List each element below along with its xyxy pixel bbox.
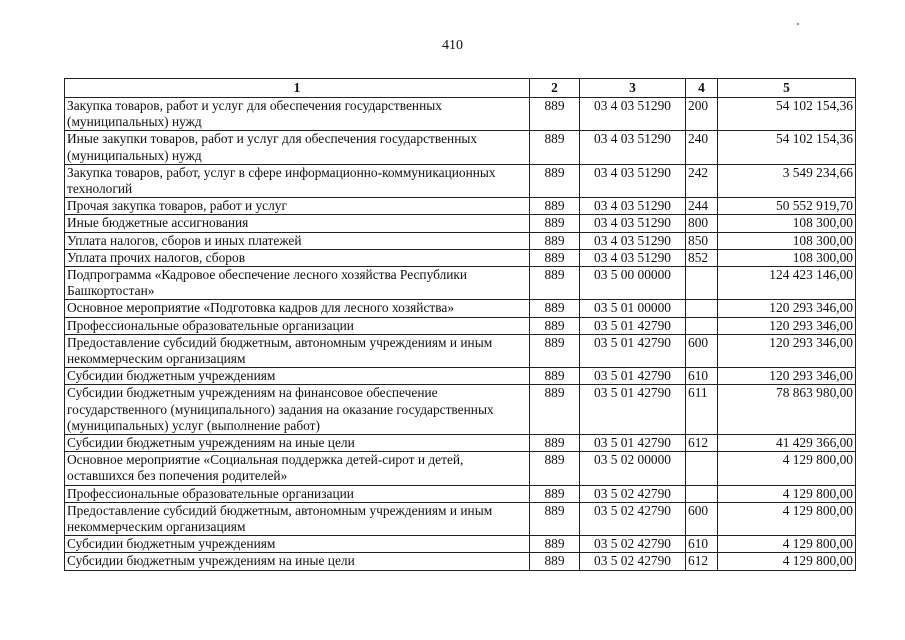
row-admin-code: 889 — [530, 267, 580, 300]
row-name: Субсидии бюджетным учреждениям на иные цели — [65, 553, 530, 570]
row-name: Прочая закупка товаров, работ и услуг — [65, 198, 530, 215]
row-expense-type: 850 — [686, 232, 718, 249]
row-expense-type: 200 — [686, 98, 718, 131]
row-admin-code: 889 — [530, 368, 580, 385]
table-row — [65, 317, 856, 334]
row-amount: 108 300,00 — [718, 232, 856, 249]
row-amount: 120 293 346,00 — [718, 317, 856, 334]
row-expense-type: 612 — [686, 553, 718, 570]
row-admin-code: 889 — [530, 232, 580, 249]
row-expense-type — [686, 317, 718, 334]
row-target-code: 03 5 01 42790 — [580, 435, 686, 452]
row-expense-type: 852 — [686, 249, 718, 266]
table-row — [65, 368, 856, 385]
row-expense-type — [686, 452, 718, 485]
page-number: 410 — [442, 38, 463, 53]
row-admin-code: 889 — [530, 300, 580, 317]
row-name: Субсидии бюджетным учреждениям на финансовое обеспечение государственного (муниципального) задания на оказание государственных (муниципальных) услуг (выполнение работ) — [65, 385, 530, 435]
row-amount: 120 293 346,00 — [718, 334, 856, 367]
row-admin-code: 889 — [530, 385, 580, 435]
row-name: Иные закупки товаров, работ и услуг для обеспечения государственных (муниципальных) нужд — [65, 131, 530, 164]
row-name: Основное мероприятие «Подготовка кадров для лесного хозяйства» — [65, 300, 530, 317]
row-expense-type: 244 — [686, 198, 718, 215]
row-admin-code: 889 — [530, 249, 580, 266]
row-amount: 108 300,00 — [718, 215, 856, 232]
row-amount: 108 300,00 — [718, 249, 856, 266]
row-expense-type: 600 — [686, 334, 718, 367]
row-admin-code: 889 — [530, 164, 580, 197]
table-row — [65, 267, 856, 300]
row-admin-code: 889 — [530, 536, 580, 553]
table-row — [65, 215, 856, 232]
table-row — [65, 232, 856, 249]
table-row — [65, 385, 856, 435]
table-row — [65, 536, 856, 553]
row-amount: 54 102 154,36 — [718, 98, 856, 131]
row-admin-code: 889 — [530, 317, 580, 334]
row-amount: 4 129 800,00 — [718, 452, 856, 485]
row-admin-code: 889 — [530, 485, 580, 502]
row-target-code: 03 5 01 00000 — [580, 300, 686, 317]
row-name: Субсидии бюджетным учреждениям — [65, 536, 530, 553]
row-admin-code: 889 — [530, 334, 580, 367]
row-amount: 50 552 919,70 — [718, 198, 856, 215]
row-admin-code: 889 — [530, 435, 580, 452]
budget-table — [64, 78, 856, 571]
row-target-code: 03 5 02 42790 — [580, 485, 686, 502]
row-amount: 3 549 234,66 — [718, 164, 856, 197]
row-amount: 4 129 800,00 — [718, 553, 856, 570]
row-admin-code: 889 — [530, 553, 580, 570]
row-target-code: 03 5 01 42790 — [580, 317, 686, 334]
row-expense-type — [686, 267, 718, 300]
row-expense-type: 800 — [686, 215, 718, 232]
row-admin-code: 889 — [530, 452, 580, 485]
table-row — [65, 553, 856, 570]
row-amount: 124 423 146,00 — [718, 267, 856, 300]
column-header: 5 — [718, 79, 856, 98]
row-target-code: 03 5 02 42790 — [580, 536, 686, 553]
row-name: Субсидии бюджетным учреждениям на иные цели — [65, 435, 530, 452]
row-amount: 4 129 800,00 — [718, 485, 856, 502]
row-target-code: 03 4 03 51290 — [580, 164, 686, 197]
row-expense-type: 600 — [686, 502, 718, 535]
row-target-code: 03 4 03 51290 — [580, 249, 686, 266]
row-name: Субсидии бюджетным учреждениям — [65, 368, 530, 385]
table-row — [65, 300, 856, 317]
row-name: Основное мероприятие «Социальная поддержка детей-сирот и детей, оставшихся без попечения родителей» — [65, 452, 530, 485]
row-target-code: 03 5 01 42790 — [580, 334, 686, 367]
row-target-code: 03 5 02 42790 — [580, 553, 686, 570]
column-header: 1 — [65, 79, 530, 98]
table-row — [65, 485, 856, 502]
row-amount: 120 293 346,00 — [718, 368, 856, 385]
table-header-row — [65, 79, 856, 98]
table-row — [65, 198, 856, 215]
row-target-code: 03 5 02 00000 — [580, 452, 686, 485]
row-name: Предоставление субсидий бюджетным, автономным учреждениям и иным некоммерческим организациям — [65, 502, 530, 535]
row-expense-type: 612 — [686, 435, 718, 452]
row-admin-code: 889 — [530, 198, 580, 215]
row-name: Уплата налогов, сборов и иных платежей — [65, 232, 530, 249]
table-row — [65, 452, 856, 485]
scan-speck — [797, 23, 799, 25]
row-name: Подпрограмма «Кадровое обеспечение лесного хозяйства Республики Башкортостан» — [65, 267, 530, 300]
row-amount: 4 129 800,00 — [718, 536, 856, 553]
row-expense-type: 610 — [686, 536, 718, 553]
row-target-code: 03 5 00 00000 — [580, 267, 686, 300]
table-row — [65, 131, 856, 164]
row-target-code: 03 4 03 51290 — [580, 232, 686, 249]
row-amount: 54 102 154,36 — [718, 131, 856, 164]
row-name: Закупка товаров, работ и услуг для обеспечения государственных (муниципальных) нужд — [65, 98, 530, 131]
column-header: 4 — [686, 79, 718, 98]
row-expense-type — [686, 300, 718, 317]
column-header: 2 — [530, 79, 580, 98]
row-expense-type — [686, 485, 718, 502]
table-row — [65, 502, 856, 535]
row-name: Закупка товаров, работ, услуг в сфере информационно-коммуникационных технологий — [65, 164, 530, 197]
row-target-code: 03 5 01 42790 — [580, 385, 686, 435]
row-name: Иные бюджетные ассигнования — [65, 215, 530, 232]
row-expense-type: 240 — [686, 131, 718, 164]
row-amount: 41 429 366,00 — [718, 435, 856, 452]
row-name: Профессиональные образовательные организации — [65, 317, 530, 334]
row-name: Предоставление субсидий бюджетным, автономным учреждениям и иным некоммерческим организациям — [65, 334, 530, 367]
table-row — [65, 98, 856, 131]
column-header: 3 — [580, 79, 686, 98]
row-target-code: 03 5 02 42790 — [580, 502, 686, 535]
row-amount: 120 293 346,00 — [718, 300, 856, 317]
row-admin-code: 889 — [530, 131, 580, 164]
row-admin-code: 889 — [530, 502, 580, 535]
row-name: Уплата прочих налогов, сборов — [65, 249, 530, 266]
row-name: Профессиональные образовательные организации — [65, 485, 530, 502]
row-expense-type: 242 — [686, 164, 718, 197]
table-row — [65, 249, 856, 266]
row-admin-code: 889 — [530, 98, 580, 131]
table-row — [65, 435, 856, 452]
row-amount: 4 129 800,00 — [718, 502, 856, 535]
row-target-code: 03 4 03 51290 — [580, 215, 686, 232]
row-expense-type: 610 — [686, 368, 718, 385]
row-amount: 78 863 980,00 — [718, 385, 856, 435]
row-target-code: 03 4 03 51290 — [580, 198, 686, 215]
row-target-code: 03 4 03 51290 — [580, 98, 686, 131]
table-row — [65, 334, 856, 367]
row-admin-code: 889 — [530, 215, 580, 232]
table-row — [65, 164, 856, 197]
row-target-code: 03 4 03 51290 — [580, 131, 686, 164]
row-target-code: 03 5 01 42790 — [580, 368, 686, 385]
row-expense-type: 611 — [686, 385, 718, 435]
